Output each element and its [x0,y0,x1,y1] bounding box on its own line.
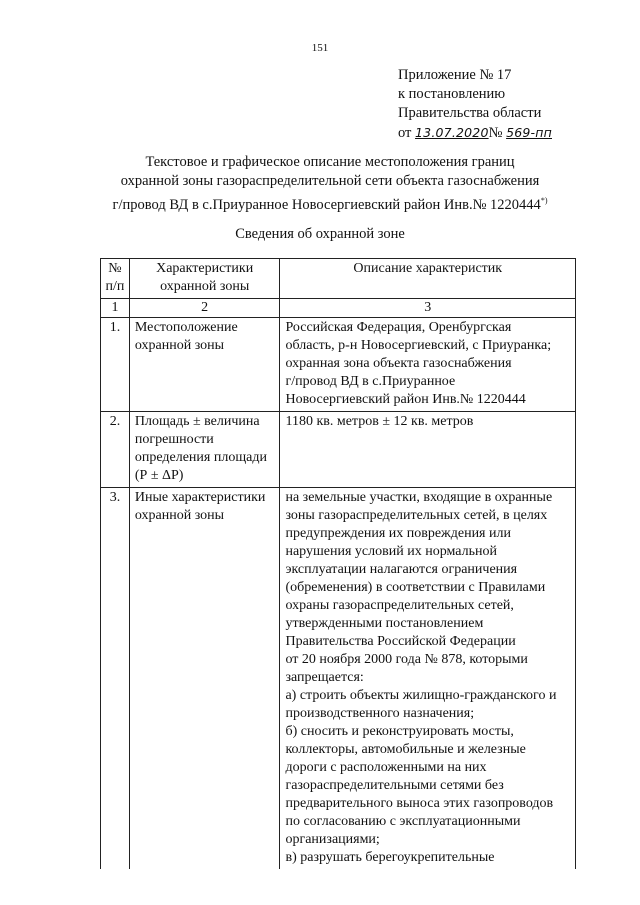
row-number-cell: 1. [101,318,130,412]
appendix-line-2: к постановлению [398,86,506,102]
cell-text-line: по согласованию с эксплуатационными [285,814,521,829]
characteristic-cell [129,412,280,488]
cell-text-line: Площадь ± величина [134,414,260,429]
document-title [60,153,600,215]
cell-text-line: охранной зоны [134,338,225,353]
number-label: № [488,125,503,141]
cell-text-line: охраны газораспределительных сетей, [285,598,514,613]
table-row [101,318,576,412]
cell-text-line: производственного назначения; [285,706,475,721]
page-number: 151 [311,42,329,54]
cell-text-line: газораспределительными сетями без [285,778,504,793]
header-cell-description: Описание характеристик [280,259,576,299]
column-number-cell: 3 [280,299,576,318]
cell-text-line: в) разрушать берегоукрепительные [285,850,495,865]
cell-text-line: 1180 кв. метров ± 12 кв. метров [285,414,474,429]
cell-text-line: дороги с расположенными на них [285,760,487,775]
cell-text-line: на земельные участки, входящие в охранные [285,490,553,505]
cell-text-line: определения площади [134,450,267,465]
cell-text-line: организациями; [285,832,380,847]
appendix-line-3: Правительства области [398,105,542,121]
column-number-row [101,299,576,318]
cell-text-line: Местоположение [134,320,238,335]
title-line-1: Текстовое и графическое описание местоположения границ [145,154,515,170]
description-cell [280,412,576,488]
cell-text-line: запрещается: [285,670,364,685]
header-characteristic-line-2: охранной зоны [160,279,250,294]
cell-text-line: охранная зона объекта газоснабжения [285,356,512,371]
handwritten-date: 13.07.2020 [415,125,489,140]
row-number-cell: 2. [101,412,130,488]
header-number-line-2: п/п [105,279,125,294]
column-number-cell: 1 [101,299,130,318]
from-label: от [398,125,412,141]
footnote-mark: *) [540,196,548,205]
cell-text-line: предварительного выноса этих газопроводов [285,796,554,811]
cell-text-line: эксплуатации налагаются ограничения [285,562,518,577]
cell-text-line: коллекторы, автомобильные и железные [285,742,526,757]
cell-text-line: Иные характеристики [134,490,266,505]
cell-text-line: нарушения условий их нормальной [285,544,497,559]
section-subtitle: Сведения об охранной зоне [235,226,405,242]
column-number-cell: 2 [129,299,280,318]
cell-text-line: Российская Федерация, Оренбургская [285,320,512,335]
header-number-line-1: № [108,261,122,276]
cell-text-line: охранной зоны [134,508,225,523]
table-header-row [101,259,576,299]
cell-text-line: б) сносить и реконструировать мосты, [285,724,514,739]
cell-text-line: а) строить объекты жилищно-гражданского и [285,688,557,703]
cell-text-line: зоны газораспределительных сетей, в целях [285,508,548,523]
title-line-2: охранной зоны газораспределительной сети объекта газоснабжения [120,173,540,189]
cell-text-line: предупреждения их повреждения или [285,526,511,541]
title-line-3 [60,191,600,215]
cell-text-line: от 20 ноября 2000 года № 878, которыми [285,652,528,667]
header-characteristic-line-1: Характеристики [156,261,254,276]
characteristic-cell [129,488,280,870]
cell-text-line: Новосергиевский район Инв.№ 1220444 [285,392,526,407]
characteristic-cell [129,318,280,412]
cell-text-line: Правительства Российской Федерации [285,634,516,649]
appendix-line-1: Приложение № 17 [398,67,512,83]
cell-text-line: погрешности [134,432,214,447]
zone-table [100,258,576,869]
header-cell-number [101,259,130,299]
row-number-cell: 3. [101,488,130,870]
title-line-3-text: г/провод ВД в с.Приуранное Новосергиевский район Инв.№ 1220444 [112,196,541,213]
cell-text-line: утвержденными постановлением [285,616,484,631]
cell-text-line: (Р ± ΔР) [134,468,184,483]
cell-text-line: (обременения) в соответствии с Правилами [285,580,546,595]
description-cell [280,318,576,412]
table-row [101,412,576,488]
handwritten-number: 569-пп [506,125,552,140]
cell-text-line: г/провод ВД в с.Приуранное [285,374,456,389]
header-cell-characteristic [129,259,280,299]
appendix-date-number-line [398,123,552,143]
table-row [101,488,576,870]
description-cell [280,488,576,870]
appendix-block [398,66,552,143]
cell-text-line: область, р-н Новосергиевский, с Приуранка; [285,338,552,353]
